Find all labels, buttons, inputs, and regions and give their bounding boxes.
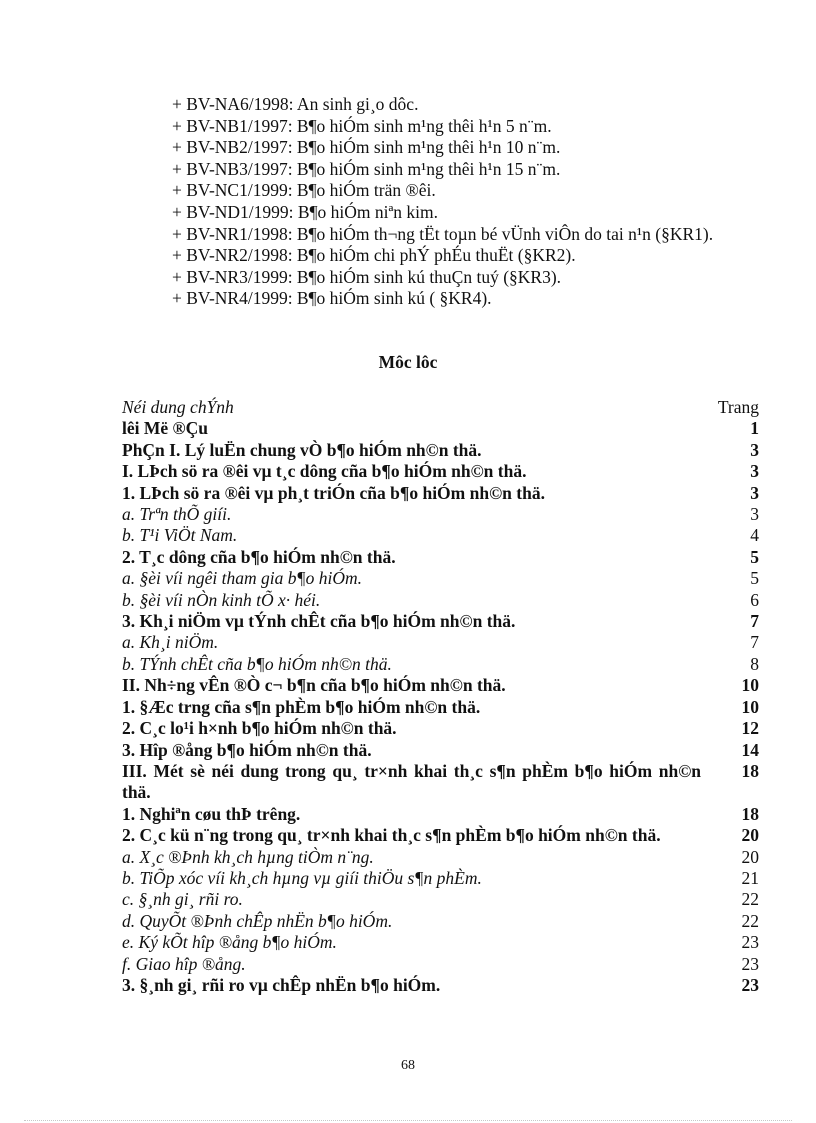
toc-entry: f. Giao hîp ®ång. [122, 953, 246, 974]
toc-entry: 2. C¸c kü n¨ng trong qu¸ tr×nh khai th¸c s¶n phÈm b¶o hiÓm nh©n thä. [122, 825, 661, 846]
toc-header-row [122, 397, 759, 418]
toc-header-left: Néi dung chÝnh [122, 397, 234, 417]
toc-page: 7 [750, 611, 759, 632]
toc-page: 5 [750, 568, 759, 589]
toc-row [122, 483, 759, 504]
toc-page: 22 [741, 889, 759, 910]
toc-entry: d. QuyÕt ®Þnh chÊp nhËn b¶o hiÓm. [122, 910, 393, 931]
toc-row [122, 954, 759, 975]
toc-page: 21 [741, 867, 759, 888]
toc-title: Môc lôc [378, 352, 438, 372]
list-item: + BV-NR1/1998: B¶o hiÓm th¬ng tËt toµn bé vÜnh viÔn do tai n¹n (§KR1). [172, 223, 714, 244]
toc-row [122, 675, 759, 696]
toc-row [122, 718, 759, 739]
toc-row [122, 440, 759, 461]
toc-row [122, 740, 759, 761]
list-item: + BV-NA6/1998: An sinh gi¸o dôc. [172, 94, 419, 114]
toc-row [122, 547, 759, 568]
toc-page: 5 [750, 546, 759, 567]
toc-row [122, 975, 759, 996]
toc-page: 3 [750, 504, 759, 525]
toc-entry: a. Trªn thÕ giíi. [122, 504, 232, 525]
toc-entry: II. Nh÷ng vÊn ®Ò c¬ b¶n cña b¶o hiÓm nh©n thä. [122, 675, 506, 696]
toc-page: 18 [741, 803, 759, 824]
toc-page: 23 [741, 932, 759, 953]
toc-page: 3 [750, 461, 759, 482]
toc-page: 23 [741, 953, 759, 974]
toc-entry: a. Kh¸i niÖm. [122, 632, 219, 653]
product-code-list [172, 94, 772, 310]
toc-row [122, 847, 759, 868]
toc-row [122, 590, 759, 611]
toc-page: 3 [750, 439, 759, 460]
toc-page: 1 [750, 418, 759, 439]
toc-entry: I. LÞch sö ra ®êi vµ t¸c dông cña b¶o hiÓm nh©n thä. [122, 461, 527, 482]
table-of-contents [122, 397, 759, 996]
toc-entry: lêi Më ®Çu [122, 418, 208, 439]
toc-row [122, 632, 759, 653]
toc-entry: b. §èi víi nÒn kinh tÕ x· héi. [122, 589, 321, 610]
toc-row [122, 504, 759, 525]
toc-entry: a. §èi víi ngêi tham gia b¶o hiÓm. [122, 568, 363, 589]
list-item: + BV-NB1/1997: B¶o hiÓm sinh m¹ng thêi h¹n 5 n¨m. [172, 115, 552, 136]
toc-row [122, 697, 759, 718]
toc-entry: 2. T¸c dông cña b¶o hiÓm nh©n thä. [122, 546, 396, 567]
toc-page: 10 [741, 696, 759, 717]
toc-row [122, 461, 759, 482]
toc-row [122, 568, 759, 589]
toc-page: 23 [741, 974, 759, 995]
toc-entry: c. §¸nh gi¸ rñi ro. [122, 889, 243, 910]
list-item: + BV-ND1/1999: B¶o hiÓm niªn kim. [172, 201, 439, 222]
toc-row [122, 889, 759, 910]
toc-entry: b. TÝnh chÊt cña b¶o hiÓm nh©n thä. [122, 653, 392, 674]
toc-header-right: Trang [717, 397, 759, 417]
toc-entry: e. Ký kÕt hîp ®ång b¶o hiÓm. [122, 932, 337, 953]
toc-row [122, 418, 759, 439]
toc-row [122, 868, 759, 889]
toc-entry: 3. Kh¸i niÖm vµ tÝnh chÊt cña b¶o hiÓm nh©n thä. [122, 611, 516, 632]
toc-entry: III. Mét sè néi dung trong qu¸ tr×nh khai th¸c s¶n phÈm b¶o hiÓm nh©n thä. [122, 760, 701, 803]
toc-row [122, 611, 759, 632]
toc-entry: a. X¸c ®Þnh kh¸ch hµng tiÒm n¨ng. [122, 846, 374, 867]
list-item: + BV-NB3/1997: B¶o hiÓm sinh m¹ng thêi h¹n 15 n¨m. [172, 158, 561, 179]
toc-row [122, 911, 759, 932]
toc-row [122, 825, 759, 846]
toc-page: 22 [741, 910, 759, 931]
page-bottom-divider [24, 1120, 792, 1121]
toc-page: 8 [750, 653, 759, 674]
list-item: + BV-NB2/1997: B¶o hiÓm sinh m¹ng thêi h¹n 10 n¨m. [172, 137, 561, 158]
toc-page: 20 [741, 825, 759, 846]
toc-page: 7 [750, 632, 759, 653]
toc-row [122, 761, 759, 804]
list-item: + BV-NR2/1998: B¶o hiÓm chi phÝ phÉu thuËt (§KR2). [172, 245, 576, 266]
toc-page: 3 [750, 482, 759, 503]
toc-entry: 1. §Æc trng cña s¶n phÈm b¶o hiÓm nh©n thä. [122, 696, 481, 717]
toc-page: 18 [741, 760, 759, 781]
toc-page: 10 [741, 675, 759, 696]
toc-page: 12 [741, 718, 759, 739]
toc-page: 20 [741, 846, 759, 867]
list-item: + BV-NR3/1999: B¶o hiÓm sinh kú thuÇn tuý (§KR3). [172, 266, 562, 287]
toc-entry: PhÇn I. Lý luËn chung vÒ b¶o hiÓm nh©n thä. [122, 439, 482, 460]
toc-entry: 3. Hîp ®ång b¶o hiÓm nh©n thä. [122, 739, 372, 760]
toc-entry: 1. LÞch sö ra ®êi vµ ph¸t triÓn cña b¶o hiÓm nh©n thä. [122, 482, 545, 503]
page-number: 68 [401, 1058, 415, 1073]
toc-page: 6 [750, 589, 759, 610]
toc-entry: b. T¹i ViÖt Nam. [122, 525, 238, 546]
toc-entry: 2. C¸c lo¹i h×nh b¶o hiÓm nh©n thä. [122, 718, 397, 739]
toc-entry: 1. Nghiªn cøu thÞ trêng. [122, 803, 301, 824]
toc-entry: 3. §¸nh gi¸ rñi ro vµ chÊp nhËn b¶o hiÓm. [122, 974, 441, 995]
toc-page: 4 [750, 525, 759, 546]
toc-entry: b. TiÕp xóc víi kh¸ch hµng vµ giíi thiÖu s¶n phÈm. [122, 867, 482, 888]
toc-row [122, 804, 759, 825]
toc-row [122, 525, 759, 546]
list-item: + BV-NC1/1999: B¶o hiÓm trän ®êi. [172, 180, 436, 201]
toc-row [122, 654, 759, 675]
toc-row [122, 932, 759, 953]
toc-page: 14 [741, 739, 759, 760]
list-item: + BV-NR4/1999: B¶o hiÓm sinh kú ( §KR4). [172, 288, 492, 309]
